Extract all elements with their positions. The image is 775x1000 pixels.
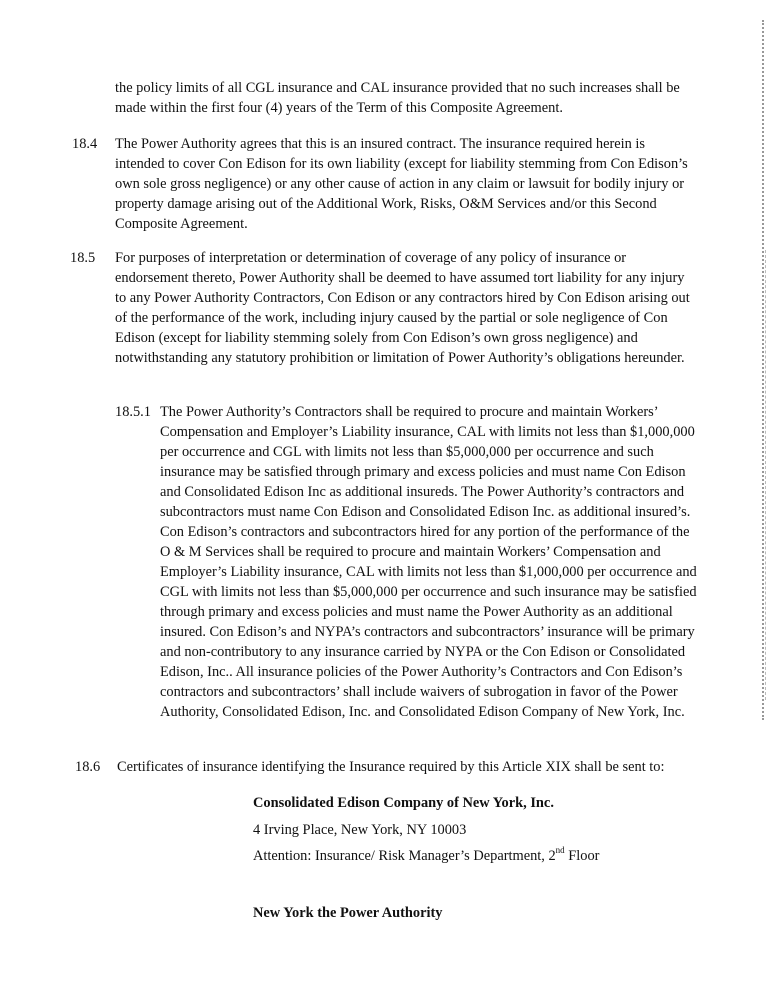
address-attention-superscript: nd: [555, 845, 565, 856]
section-text-18-4: The Power Authority agrees that this is an insured contract. The insurance required herein is intended to cover Con Edison for its own liability (except for liability stemming from Con Edison’s own sole gross negligence) or any other cause of action in any claim or lawsuit for bodily injury or property damage arising out of the Additional Work, Risks, O&M Services and/or this Second Composite Agreement.: [115, 136, 688, 232]
address-company: Consolidated Edison Company of New York, Inc.: [253, 795, 554, 811]
address-street: 4 Irving Place, New York, NY 10003: [253, 822, 467, 838]
continuation-paragraph: the policy limits of all CGL insurance and CAL insurance provided that no such increases shall be made within the first four (4) years of the Term of this Composite Agreement.: [115, 80, 680, 116]
section-number-18-6: 18.6: [75, 759, 101, 775]
section-number-18-5-1: 18.5.1: [115, 404, 151, 420]
section-text-18-6: Certificates of insurance identifying the Insurance required by this Article XIX shall be sent to:: [117, 759, 665, 775]
second-recipient: New York the Power Authority: [253, 905, 443, 921]
address-attention: [253, 846, 599, 866]
section-number-18-5: 18.5: [70, 250, 96, 266]
section-number-18-4: 18.4: [72, 136, 98, 152]
scan-edge-artifact-secondary: [765, 250, 767, 700]
address-attention-suffix: Floor: [564, 848, 600, 864]
section-text-18-5: For purposes of interpretation or determination of coverage of any policy of insurance or endorsement thereto, Power Authority shall be deemed to have assumed tort liability for any injury to any Power Authority Contractors, Con Edison or any contractors hired by Con Edison arising out of the performance of the work, including injury caused by the partial or sole negligence of Con Edison (except for liability stemming solely from Con Edison’s own gross negligence) and notwithstanding any statutory prohibition or limitation of Power Authority’s obligations hereunder.: [115, 250, 690, 366]
section-text-18-5-1: The Power Authority’s Contractors shall be required to procure and maintain Workers’ Compensation and Employer’s Liability insurance, CAL with limits not less than $1,000,000 per occurrence and CGL with limits not less than $5,000,000 per occurrence and such insurance may be satisfied through primary and excess policies and must name Con Edison and Consolidated Edison Inc as additional insureds. The Power Authority’s contractors and subcontractors must name Con Edison and Consolidated Edison Inc. as additional insured’s. Con Edison’s contractors and subcontractors hired for any portion of the performance of the O & M Services shall be required to procure and maintain Workers’ Compensation and Employer’s Liability insurance, CAL with limits not less than $1,000,000 per occurrence and CGL with limits not less than $5,000,000 per occurrence and such insurance may be satisfied through primary and excess policies and must name the Power Authority as an additional insured. Con Edison’s and NYPA’s contractors and subcontractors’ insurance will be primary and non-contributory to any insurance carried by NYPA or the Con Edison or Consolidated Edison, Inc.. All insurance policies of the Power Authority’s Contractors and Con Edison’s contractors and subcontractors’ shall include waivers of subrogation in favor of the Power Authority, Consolidated Edison, Inc. and Consolidated Edison Company of New York, Inc.: [160, 404, 697, 720]
address-attention-prefix: Attention: Insurance/ Risk Manager’s Department, 2: [253, 848, 556, 864]
